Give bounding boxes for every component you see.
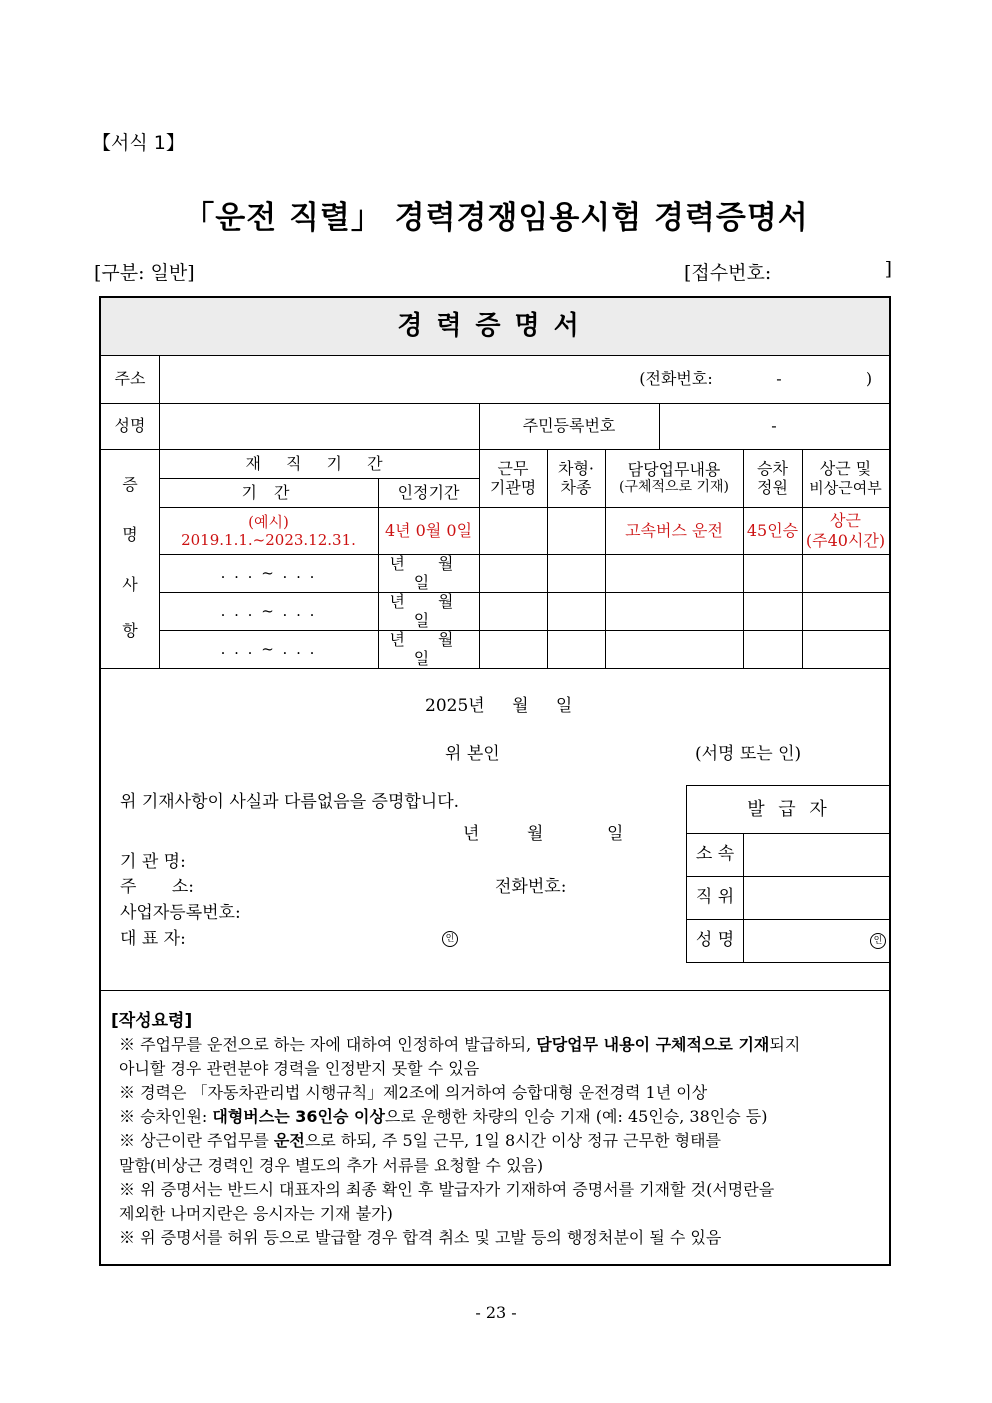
document-title: 「운전 직렬」 경력경쟁임용시험 경력증명서	[183, 200, 809, 236]
biz-number-label: 사업자등록번호:	[120, 903, 241, 923]
receipt-close: ]	[884, 258, 892, 280]
header-fulltime-line1: 상근 및	[819, 459, 872, 479]
certificate-form	[99, 296, 891, 1266]
issuer-name-label: 성 명	[695, 930, 735, 951]
note-text-tail: 으로 운행한 차량의 인승 기재 (예: 45인승, 38인승 등)	[384, 1107, 768, 1127]
header-vehicle-line2: 차종	[560, 478, 592, 497]
note-emphasis: 대형버스는 36인승 이상	[212, 1107, 385, 1127]
rrn-label: 주민등록번호	[522, 416, 616, 436]
note-emphasis: 담당업무 내용이 구체적으로 기재	[536, 1035, 770, 1054]
note-line	[119, 1177, 774, 1200]
cert-char-2: 명	[122, 525, 138, 545]
header-fulltime	[802, 449, 889, 507]
blank-row-2-period: . . . ~ . . .	[220, 602, 317, 620]
note-text: ※ 상근이란 주업무를	[119, 1131, 274, 1151]
header-workplace-line1: 근무	[497, 458, 529, 478]
note-line	[119, 1225, 721, 1248]
issuer-position-label: 직 위	[695, 887, 735, 908]
example-recognized: 4년 0월 0일	[384, 520, 473, 540]
header-capacity	[743, 449, 802, 507]
example-capacity: 45인승	[746, 520, 799, 540]
blank-row-3-recognized: 년 월 일	[389, 629, 468, 668]
representative-seal-icon	[442, 926, 458, 947]
header-capacity-line2: 정원	[757, 478, 788, 497]
issuer-box	[686, 785, 891, 963]
signature-confirm-text: 위 기재사항이 사실과 다름없음을 증명합니다.	[120, 792, 460, 812]
note-text: 아니할 경우 관련분야 경력을 인정받지 못할 수 있음	[119, 1059, 480, 1079]
blank-row-1-period: . . . ~ . . .	[220, 564, 317, 582]
org-address-label: 주 소:	[120, 877, 194, 897]
signature-sign-or-seal: (서명 또는 인)	[695, 744, 802, 764]
address-label: 주소	[114, 369, 146, 389]
header-duty-line1: 담당업무내용	[627, 460, 721, 479]
note-line	[119, 1056, 479, 1079]
header-employment-period: 재 직 기 간	[245, 453, 393, 473]
address-phone-close: )	[865, 369, 873, 389]
note-text: ※ 주업무를 운전으로 하는 자에 대하여 인정하여 발급하되,	[119, 1035, 537, 1054]
note-text: ※ 위 증명서는 반드시 대표자의 최종 확인 후 발급자가 기재하여 증명서를 기재할 것(서명란을	[119, 1179, 775, 1199]
blank-row-1-recognized: 년 월 일	[389, 553, 468, 592]
address-phone-dash: -	[776, 369, 782, 389]
form-label: 【서식 1】	[92, 132, 185, 154]
header-vehicle-line1: 차형·	[558, 458, 594, 478]
name-label: 성명	[114, 416, 146, 436]
address-phone-label: (전화번호:	[639, 369, 713, 389]
header-vehicle	[547, 449, 605, 507]
signature-day: 일	[607, 824, 624, 844]
header-period: 기 간	[241, 482, 296, 502]
header-duty-line2: (구체적으로 기재)	[618, 479, 730, 496]
header-fulltime-line2: 비상근여부	[809, 478, 882, 497]
org-name-label: 기 관 명:	[120, 852, 186, 872]
note-text: ※ 위 증명서를 허위 등으로 발급할 경우 합격 취소 및 고발 등의 행정처분이 될 수 있음	[119, 1227, 722, 1247]
issuer-affiliation-label: 소 속	[695, 844, 735, 865]
note-text: ※ 승차인원:	[119, 1107, 213, 1127]
note-text: 말함(비상근 경력인 경우 별도의 추가 서류를 요청할 수 있음)	[119, 1155, 544, 1175]
signature-self: 위 본인	[445, 744, 500, 764]
notes-title: [작성요령]	[111, 1011, 193, 1031]
org-phone-label: 전화번호:	[495, 877, 567, 897]
example-fulltime	[802, 507, 889, 554]
rep-seal-char: 인	[442, 931, 458, 947]
page-number: - 23 -	[475, 1303, 517, 1322]
note-text: ※ 경력은 「자동차관리법 시행규칙」제2조에 의거하여 승합대형 운전경력 1년 이상	[119, 1083, 708, 1103]
header-capacity-line1: 승차	[757, 458, 788, 478]
example-duty: 고속버스 운전	[625, 520, 723, 540]
header-workplace	[479, 449, 547, 507]
blank-row-2-recognized: 년 월 일	[389, 591, 468, 630]
issuer-seal-icon	[867, 919, 889, 962]
example-period: (예시) 2019.1.1.~2023.12.31.	[181, 512, 356, 549]
rrn-dash: -	[771, 416, 777, 436]
note-line	[119, 1080, 707, 1103]
note-text-tail: 으로 하되, 주 5일 근무, 1일 8시간 이상 정규 근무한 형태를	[304, 1131, 721, 1151]
receipt-label: [접수번호:	[684, 262, 772, 284]
note-line	[119, 1128, 721, 1151]
signature-month: 월	[527, 824, 544, 844]
form-box-title: 경력증명서	[101, 298, 889, 355]
issuer-title: 발 급 자	[747, 798, 831, 820]
representative-label: 대 표 자:	[120, 929, 186, 949]
receipt-number	[684, 258, 892, 285]
example-fulltime-line1: 상근	[830, 511, 861, 531]
note-line	[119, 1032, 800, 1055]
signature-year: 년	[463, 824, 480, 844]
header-duty	[605, 449, 743, 507]
note-text-tail: 되지	[769, 1035, 801, 1054]
header-recognized: 인정기간	[397, 482, 460, 502]
note-emphasis: 운전	[273, 1131, 305, 1151]
cert-char-3: 사	[122, 575, 138, 595]
note-text: 제외한 나머지란은 응시자는 기재 불가)	[119, 1203, 393, 1223]
header-workplace-line2: 기관명	[489, 478, 537, 497]
note-line	[119, 1153, 543, 1176]
issuer-seal-char: 인	[870, 933, 886, 949]
note-line	[119, 1104, 767, 1127]
example-fulltime-line2: (주40시간)	[805, 530, 886, 550]
cert-char-1: 증	[122, 475, 138, 495]
signature-date: 2025년 월 일	[425, 696, 573, 716]
category-label: [구분: 일반]	[94, 262, 195, 284]
cert-char-4: 항	[122, 621, 138, 641]
blank-row-3-period: . . . ~ . . .	[220, 640, 317, 658]
note-line	[119, 1201, 393, 1224]
